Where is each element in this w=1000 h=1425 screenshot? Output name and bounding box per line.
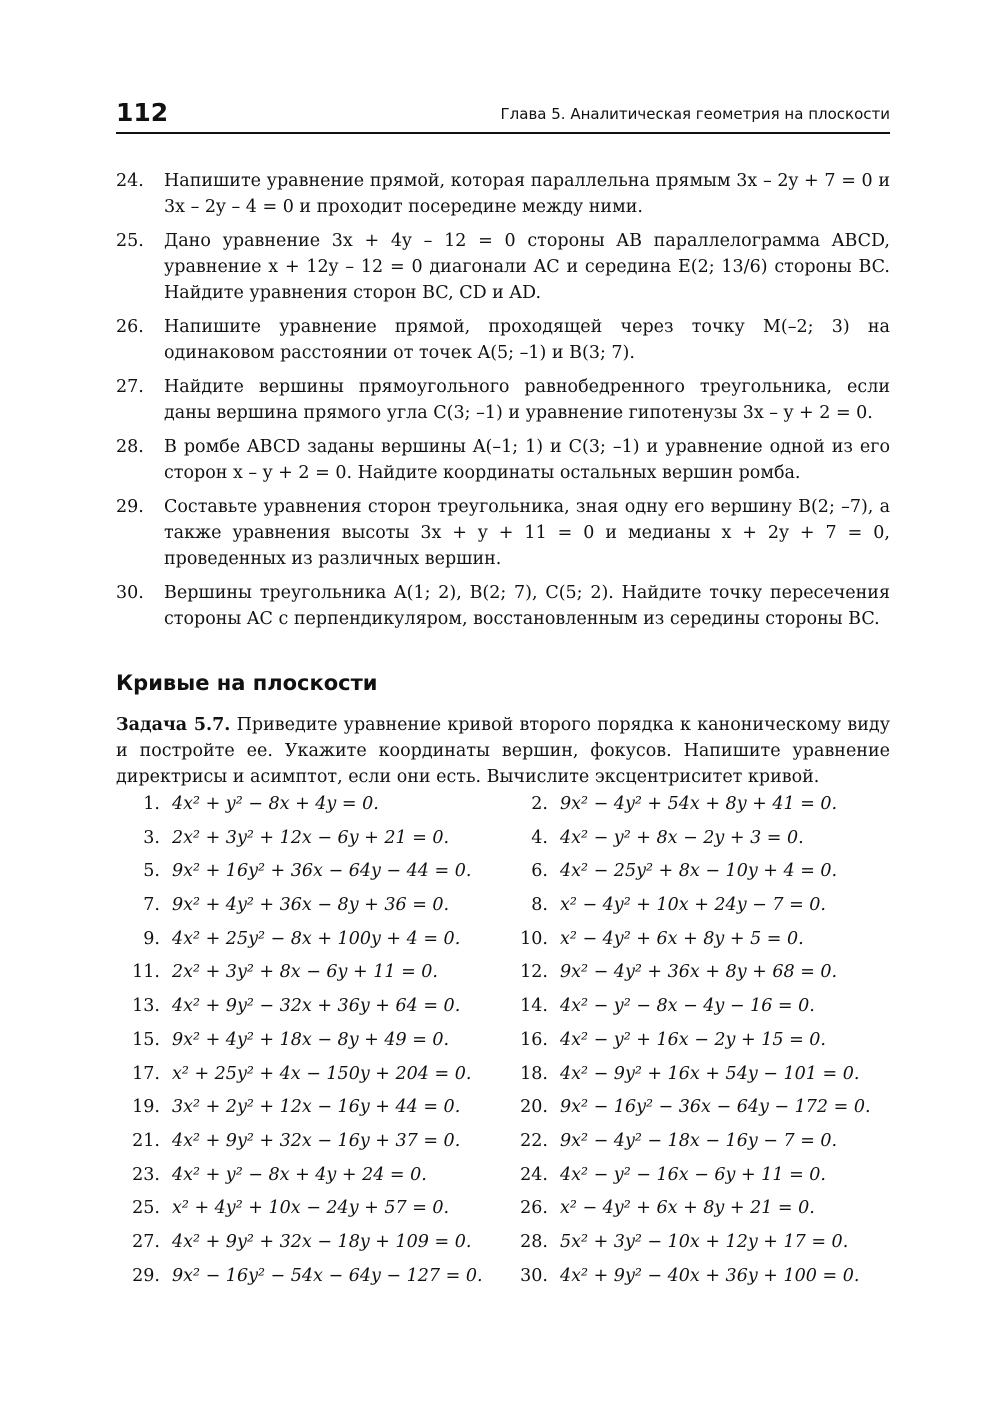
equation-row	[116, 1060, 890, 1094]
equation-number: 20.	[520, 1097, 548, 1118]
task-statement	[116, 712, 890, 790]
equation-text: 4x² − y² + 16x − 2y + 15 = 0.	[560, 1029, 826, 1050]
equation-text: 2x² + 3y² + 8x − 6y + 11 = 0.	[172, 962, 438, 983]
problem-number: 26.	[116, 317, 144, 337]
problem-number: 29.	[116, 497, 144, 517]
equation-text: x² − 4y² + 6x + 8y + 21 = 0.	[560, 1198, 815, 1219]
equation-item	[116, 1093, 460, 1121]
equation-item	[116, 992, 460, 1020]
equation-number: 30.	[520, 1265, 548, 1286]
equation-text: 9x² + 16y² + 36x − 64y − 44 = 0.	[172, 861, 472, 882]
equation-item	[116, 958, 438, 986]
equation-number: 6.	[531, 861, 548, 882]
equation-number: 25.	[132, 1198, 160, 1219]
equation-number: 18.	[520, 1063, 548, 1084]
problem-text: Составьте уравнения сторон треугольника, зная одну его вершину B(2; –7), а также уравнения высоты 3x + y + 11 = 0 и медианы x + 2y + 7 = 0, проведенных из различных вершин.	[164, 497, 890, 569]
equation-number: 9.	[143, 928, 160, 949]
equation-item	[504, 1228, 848, 1256]
equation-item	[504, 958, 837, 986]
equation-text: 4x² + 9y² − 32x + 36y + 64 = 0.	[172, 996, 461, 1017]
equation-text: 4x² + 9y² − 40x + 36y + 100 = 0.	[560, 1265, 860, 1286]
equation-text: x² + 4y² + 10x − 24y + 57 = 0.	[172, 1198, 450, 1219]
equation-number: 15.	[132, 1029, 160, 1050]
problem-list	[116, 168, 890, 640]
equation-row	[116, 1194, 890, 1228]
equation-number: 14.	[520, 996, 548, 1017]
equation-text: 4x² − 9y² + 16x + 54y − 101 = 0.	[560, 1063, 860, 1084]
section-title: Кривые на плоскости	[116, 671, 378, 695]
equation-number: 5.	[143, 861, 160, 882]
equation-text: 4x² − y² + 8x − 2y + 3 = 0.	[560, 827, 804, 848]
problem-text: В ромбе ABCD заданы вершины A(–1; 1) и C(3; –1) и уравнение одной из его сторон x – y + 2 = 0. Найдите координаты остальных вершин ромба.	[164, 437, 890, 483]
equation-text: 3x² + 2y² + 12x − 16y + 44 = 0.	[172, 1097, 461, 1118]
equation-number: 27.	[132, 1231, 160, 1252]
equation-text: 2x² + 3y² + 12x − 6y + 21 = 0.	[172, 827, 450, 848]
equation-row	[116, 958, 890, 992]
problem-item	[116, 580, 890, 632]
equation-number: 29.	[132, 1265, 160, 1286]
equation-number: 19.	[132, 1097, 160, 1118]
equation-number: 21.	[132, 1130, 160, 1151]
equation-row	[116, 1026, 890, 1060]
equation-item	[504, 992, 815, 1020]
equation-number: 13.	[132, 996, 160, 1017]
problem-text: Найдите вершины прямоугольного равнобедренного треугольника, если даны вершина прямого угла C(3; –1) и уравнение гипотенузы 3x – y + 2 = 0.	[164, 377, 890, 423]
equation-number: 2.	[531, 794, 548, 814]
equation-text: 9x² + 4y² + 18x − 8y + 49 = 0.	[172, 1029, 450, 1050]
equation-text: x² + 25y² + 4x − 150y + 204 = 0.	[172, 1063, 472, 1084]
task-text: Приведите уравнение кривой второго порядка к каноническому виду и постройте ее. Укажите координаты вершин, фокусов. Напишите уравнение директрисы и асимптот, если они есть. Вычислите эксцентриситет кривой.	[116, 715, 890, 787]
equation-item	[504, 1093, 871, 1121]
problem-item	[116, 228, 890, 306]
problem-text: Дано уравнение 3x + 4y – 12 = 0 стороны AB параллелограмма ABCD, уравнение x + 12y – 12 = 0 диагонали AC и середина E(2; 13/6) стороны BC. Найдите уравнения сторон BC, CD и AD.	[164, 231, 890, 303]
task-label: Задача 5.7.	[116, 715, 231, 735]
equation-number: 26.	[520, 1198, 548, 1219]
equation-number: 11.	[132, 962, 160, 983]
equation-item	[504, 1060, 859, 1088]
equation-row	[116, 925, 890, 959]
equation-number: 12.	[520, 962, 548, 983]
problem-number: 28.	[116, 437, 144, 457]
equation-text: 9x² − 16y² − 36x − 64y − 172 = 0.	[560, 1097, 871, 1118]
equation-number: 22.	[520, 1130, 548, 1151]
equation-text: 5x² + 3y² − 10x + 12y + 17 = 0.	[560, 1231, 849, 1252]
equation-text: 4x² − y² − 8x − 4y − 16 = 0.	[560, 996, 815, 1017]
equation-item	[504, 1194, 815, 1222]
equation-item	[116, 1228, 471, 1256]
equation-item	[116, 857, 471, 885]
equation-number: 16.	[520, 1029, 548, 1050]
equation-row	[116, 824, 890, 858]
equation-number: 23.	[132, 1164, 160, 1185]
equation-item	[116, 925, 460, 953]
equation-item	[504, 925, 804, 953]
equation-number: 24.	[520, 1164, 548, 1185]
running-head: Глава 5. Аналитическая геометрия на плоскости	[500, 105, 890, 123]
equation-row	[116, 1228, 890, 1262]
equation-row	[116, 891, 890, 925]
equation-text: 4x² + y² − 8x + 4y = 0.	[172, 794, 379, 814]
equation-text: 9x² + 4y² + 36x − 8y + 36 = 0.	[172, 895, 450, 916]
equation-text: x² − 4y² + 6x + 8y + 5 = 0.	[560, 928, 804, 949]
equation-number: 1.	[143, 794, 160, 814]
equation-text: 9x² − 16y² − 54x − 64y − 127 = 0.	[172, 1265, 483, 1286]
equation-text: x² − 4y² + 10x + 24y − 7 = 0.	[560, 895, 826, 916]
problem-text: Вершины треугольника A(1; 2), B(2; 7), C(5; 2). Найдите точку пересечения стороны AC с перпендикуляром, восстановленным из середины стороны BC.	[164, 583, 890, 629]
problem-number: 30.	[116, 583, 144, 603]
equation-item	[116, 1026, 449, 1054]
equation-item	[116, 1127, 460, 1155]
equation-item	[504, 824, 804, 852]
equation-list	[116, 790, 890, 1295]
page-header	[116, 98, 890, 134]
equation-number: 28.	[520, 1231, 548, 1252]
equation-text: 4x² + 9y² + 32x − 18y + 109 = 0.	[172, 1231, 472, 1252]
equation-text: 4x² + y² − 8x + 4y + 24 = 0.	[172, 1164, 427, 1185]
equation-text: 4x² + 9y² + 32x − 16y + 37 = 0.	[172, 1130, 461, 1151]
equation-number: 8.	[531, 895, 548, 916]
equation-item	[504, 1127, 837, 1155]
equation-row	[116, 1161, 890, 1195]
equation-number: 7.	[143, 895, 160, 916]
equation-text: 4x² + 25y² − 8x + 100y + 4 = 0.	[172, 928, 461, 949]
equation-row	[116, 1262, 890, 1296]
equation-item	[116, 891, 449, 919]
equation-item	[504, 790, 837, 818]
problem-number: 27.	[116, 377, 144, 397]
equation-item	[116, 1262, 483, 1290]
page-number: 112	[116, 98, 169, 127]
problem-number: 24.	[116, 171, 144, 191]
equation-number: 3.	[143, 827, 160, 848]
equation-row	[116, 1127, 890, 1161]
equation-item	[116, 824, 449, 852]
equation-item	[504, 857, 837, 885]
problem-text: Напишите уравнение прямой, которая параллельна прямым 3x – 2y + 7 = 0 и 3x – 2y – 4 = 0 и проходит посередине между ними.	[164, 171, 890, 217]
equation-row	[116, 857, 890, 891]
equation-item	[504, 1026, 826, 1054]
equation-item	[504, 1262, 859, 1290]
problem-item	[116, 494, 890, 572]
equation-item	[116, 1161, 427, 1189]
problem-item	[116, 314, 890, 366]
problem-item	[116, 168, 890, 220]
problem-item	[116, 374, 890, 426]
equation-item	[116, 790, 379, 818]
equation-item	[116, 1060, 471, 1088]
header-divider	[116, 132, 890, 134]
problem-text: Напишите уравнение прямой, проходящей через точку M(–2; 3) на одинаковом расстоянии от точек A(5; –1) и B(3; 7).	[164, 317, 890, 363]
equation-number: 10.	[520, 928, 548, 949]
equation-text: 9x² − 4y² + 54x + 8y + 41 = 0.	[560, 794, 838, 814]
equation-text: 4x² − y² − 16x − 6y + 11 = 0.	[560, 1164, 826, 1185]
equation-number: 4.	[531, 827, 548, 848]
equation-number: 17.	[132, 1063, 160, 1084]
equation-item	[504, 1161, 826, 1189]
problem-number: 25.	[116, 231, 144, 251]
equation-row	[116, 992, 890, 1026]
equation-text: 4x² − 25y² + 8x − 10y + 4 = 0.	[560, 861, 838, 882]
equation-item	[116, 1194, 449, 1222]
equation-item	[504, 891, 826, 919]
equation-row	[116, 790, 890, 824]
equation-row	[116, 1093, 890, 1127]
equation-text: 9x² − 4y² + 36x + 8y + 68 = 0.	[560, 962, 838, 983]
problem-item	[116, 434, 890, 486]
equation-text: 9x² − 4y² − 18x − 16y − 7 = 0.	[560, 1130, 838, 1151]
